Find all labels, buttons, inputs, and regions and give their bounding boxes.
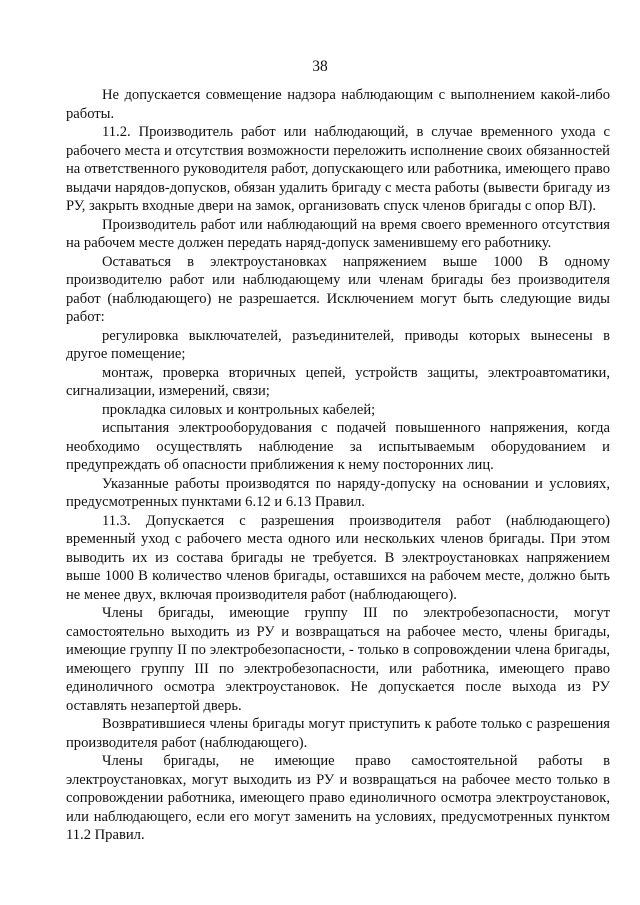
paragraph-2: 11.2. Производитель работ или наблюдающий, в случае временного ухода с рабочего места и отсутствия возможности переложить исполнение своих обязанностей на ответственного руководителя работ, допускающего или работника, имеющего право выдачи нарядов-допусков, обязан удалить бригаду с места работы (вывести бригаду из РУ, закрыть входные двери на замок, организовать спуск членов бригады с опор ВЛ). (66, 124, 610, 214)
paragraph-1: Не допускается совмещение надзора наблюдающим с выполнением какой-либо работы. (66, 87, 610, 122)
paragraph-8: испытания электрооборудования с подачей повышенного напряжения, когда необходимо осуществлять наблюдение за испытываемым оборудованием и предупреждать об опасности приближения к нему посторонних лиц. (66, 420, 610, 473)
paragraph-6: монтаж, проверка вторичных цепей, устройств защиты, электроавтоматики, сигнализации, измерений, связи; (66, 364, 610, 399)
paragraph-9: Указанные работы производятся по наряду-допуску на основании и условиях, предусмотренных пунктами 6.12 и 6.13 Правил. (66, 475, 610, 510)
paragraph-5: регулировка выключателей, разъединителей, приводы которых вынесены в другое помещение; (66, 327, 610, 362)
paragraph-13: Члены бригады, не имеющие право самостоятельной работы в электроустановках, могут выходить из РУ и возвращаться на рабочее место только в сопровождении работника, имеющего право единоличного осмотра электроустановок, или наблюдающего, если его могут заменить на условиях, предусмотренных пунктом 11.2 Правил. (66, 753, 610, 843)
paragraph-3: Производитель работ или наблюдающий на время своего временного отсутствия на рабочем месте должен передать наряд-допуск заменившему его работнику. (66, 216, 610, 251)
paragraph-12: Возвратившиеся члены бригады могут приступить к работе только с разрешения производителя работ (наблюдающего). (66, 716, 610, 751)
page-number: 38 (312, 58, 328, 75)
body-text (66, 86, 610, 845)
paragraph-11: Члены бригады, имеющие группу III по электробезопасности, могут самостоятельно выходить из РУ и возвращаться на рабочее место, члены бригады, имеющие группу II по электробезопасности, - только в сопровождении члена бригады, имеющего группу III по электробезопасности, или работника, имеющего право единоличного осмотра электроустановок. Не допускается после выхода из РУ оставлять незапертой дверь. (66, 605, 610, 714)
paragraph-10: 11.3. Допускается с разрешения производителя работ (наблюдающего) временный уход с рабочего места одного или нескольких членов бригады. При этом выводить их из состава бригады не требуется. В электроустановках напряжением выше 1000 В количество членов бригады, оставшихся на рабочем месте, должно быть не менее двух, включая производителя работ (наблюдающего). (66, 512, 610, 603)
paragraph-7: прокладка силовых и контрольных кабелей; (102, 401, 376, 418)
paragraph-4: Оставаться в электроустановках напряжением выше 1000 В одному производителю работ или наблюдающему или членам бригады без производителя работ (наблюдающего) не разрешается. Исключением могут быть следующие виды работ: (66, 253, 610, 325)
